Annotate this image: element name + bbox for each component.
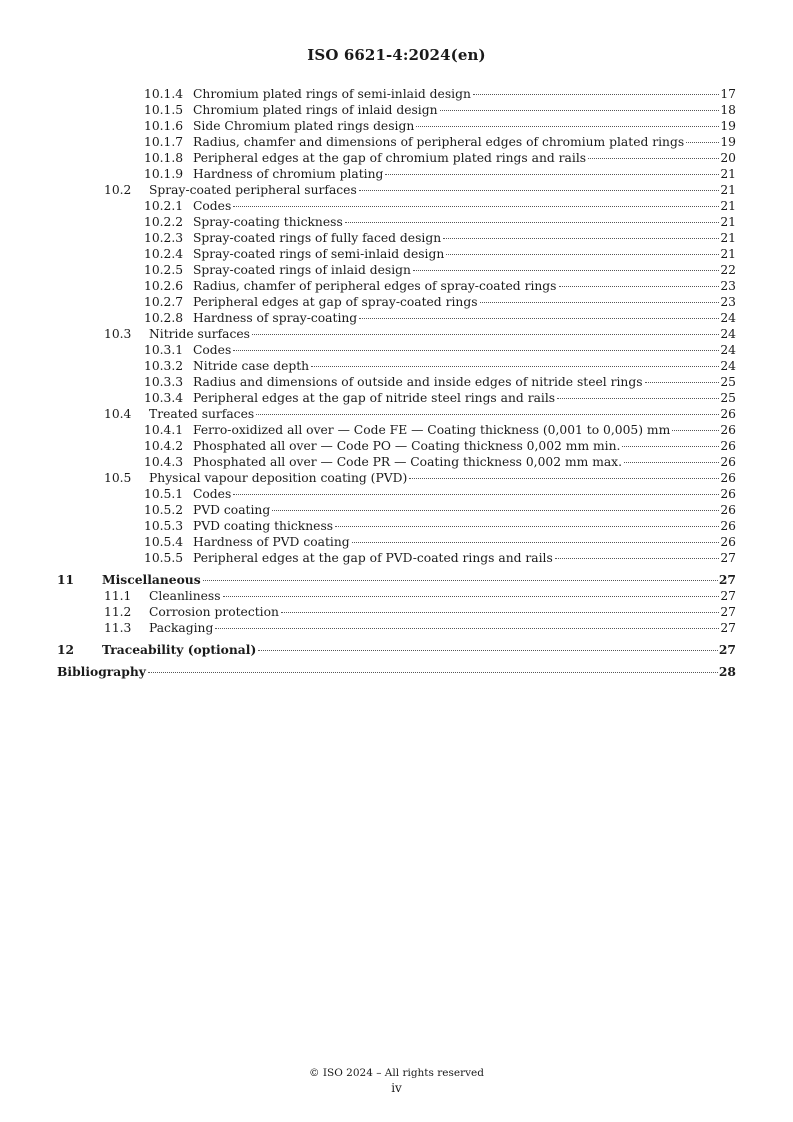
toc-entry[interactable] [57, 342, 736, 358]
toc-entry-title: Spray-coating thickness [193, 215, 343, 229]
toc-entry-number: 11.2 [104, 605, 132, 619]
dot-leader [413, 270, 719, 271]
toc-entry-number: 10.5.2 [144, 503, 184, 517]
dot-leader [233, 350, 719, 351]
toc-entry-page: 27 [720, 621, 736, 635]
toc-entry-page: 25 [720, 375, 736, 389]
toc-entry[interactable] [57, 246, 736, 262]
toc-entry-number: 10.1.6 [144, 119, 184, 133]
toc-entry-page: 19 [720, 119, 736, 133]
toc-entry-title: Corrosion protection [149, 605, 279, 619]
toc-entry-number: 11.3 [104, 621, 132, 635]
toc-entry-page: 26 [720, 519, 736, 533]
toc-entry-number: 11.1 [104, 589, 132, 603]
dot-leader [258, 650, 718, 651]
toc-entry-page: 21 [720, 231, 736, 245]
table-of-contents [57, 86, 736, 680]
toc-entry[interactable] [57, 534, 736, 550]
toc-entry[interactable] [57, 214, 736, 230]
dot-leader [256, 414, 719, 415]
toc-entry-title: Peripheral edges at the gap of chromium plated rings and rails [193, 151, 587, 165]
toc-entry-number: 10.5.3 [144, 519, 184, 533]
toc-entry-number: 10.2 [104, 183, 132, 197]
toc-entry[interactable] [57, 166, 736, 182]
dot-leader [252, 334, 719, 335]
toc-entry-number: 10.2.4 [144, 247, 184, 261]
toc-entry-title: Radius, chamfer and dimensions of peripheral edges of chromium plated rings [193, 135, 685, 149]
toc-entry-page: 18 [720, 103, 736, 117]
toc-entry-page: 27 [718, 572, 736, 587]
page-number: iv [391, 1081, 402, 1095]
toc-entry-page: 17 [720, 87, 736, 101]
toc-entry-number: 12 [57, 642, 75, 657]
dot-leader [624, 462, 719, 463]
toc-entry-page: 26 [720, 535, 736, 549]
dot-leader [335, 526, 719, 527]
toc-entry-title: Phosphated all over — Code PR — Coating thickness 0,002 mm max. [193, 455, 623, 469]
toc-entry[interactable] [57, 102, 736, 118]
toc-entry[interactable] [57, 326, 736, 342]
toc-entry-number: 10.2.7 [144, 295, 184, 309]
toc-entry-page: 26 [720, 407, 736, 421]
toc-entry-page: 26 [720, 471, 736, 485]
toc-entry-page: 21 [720, 215, 736, 229]
toc-entry-page: 24 [720, 311, 736, 325]
dot-leader [352, 542, 720, 543]
dot-leader [345, 222, 720, 223]
toc-entry-number: 10.5 [104, 471, 132, 485]
toc-entry-title: Side Chromium plated rings design [193, 119, 415, 133]
document-header [0, 46, 793, 64]
toc-entry[interactable] [57, 374, 736, 390]
dot-leader [588, 158, 719, 159]
toc-entry-number: 10.1.5 [144, 103, 184, 117]
toc-entry-title: Radius, chamfer of peripheral edges of spray-coated rings [193, 279, 557, 293]
toc-entry[interactable] [57, 604, 736, 620]
toc-entry-page: 21 [720, 183, 736, 197]
toc-entry-title: Spray-coated rings of semi-inlaid design [193, 247, 445, 261]
toc-entry-title: Chromium plated rings of semi-inlaid design [193, 87, 471, 101]
toc-entry-title: Packaging [149, 621, 214, 635]
toc-entry-page: 28 [718, 664, 736, 679]
toc-entry-number: 10.1.7 [144, 135, 184, 149]
toc-entry-title: Peripheral edges at the gap of nitride steel rings and rails [193, 391, 556, 405]
dot-leader [385, 174, 719, 175]
toc-entry[interactable] [57, 470, 736, 486]
toc-entry[interactable] [57, 486, 736, 502]
toc-entry-number: 10.3.4 [144, 391, 184, 405]
toc-entry-page: 27 [720, 605, 736, 619]
dot-leader [272, 510, 719, 511]
toc-entry-title: Radius and dimensions of outside and inside edges of nitride steel rings [193, 375, 643, 389]
dot-leader [359, 318, 719, 319]
toc-entry[interactable] [57, 438, 736, 454]
dot-leader [409, 478, 719, 479]
dot-leader [440, 110, 720, 111]
toc-entry-page: 21 [720, 199, 736, 213]
toc-entry-page: 27 [718, 642, 736, 657]
toc-entry-title: Traceability (optional) [102, 642, 257, 657]
toc-entry[interactable] [57, 406, 736, 422]
toc-entry-title: Phosphated all over — Code PO — Coating thickness 0,002 mm min. [193, 439, 621, 453]
dot-leader [473, 94, 719, 95]
toc-entry-number: 10.5.1 [144, 487, 184, 501]
toc-entry[interactable] [57, 588, 736, 604]
toc-entry-page: 20 [720, 151, 736, 165]
toc-entry-title: Codes [193, 343, 232, 357]
dot-leader [443, 238, 719, 239]
dot-leader [223, 596, 720, 597]
toc-entry-number: 10.3.1 [144, 343, 184, 357]
toc-entry-title: Codes [193, 487, 232, 501]
toc-entry[interactable] [57, 150, 736, 166]
toc-entry-title: Physical vapour deposition coating (PVD) [149, 471, 408, 485]
toc-entry-number: 10.2.5 [144, 263, 184, 277]
copyright-notice: © ISO 2024 – All rights reserved [309, 1067, 484, 1079]
toc-entry-number: 10.4.2 [144, 439, 184, 453]
toc-entry[interactable] [57, 182, 736, 198]
toc-entry-number: 10.2.2 [144, 215, 184, 229]
toc-entry-title: Nitride surfaces [149, 327, 250, 341]
toc-entry-page: 24 [720, 343, 736, 357]
toc-entry[interactable] [57, 642, 736, 658]
toc-entry-title: Nitride case depth [193, 359, 310, 373]
dot-leader [215, 628, 719, 629]
dot-leader [686, 142, 719, 143]
toc-entry-page: 23 [720, 279, 736, 293]
toc-entry-page: 27 [720, 589, 736, 603]
toc-entry-number: 11 [57, 572, 75, 587]
toc-entry-title: Hardness of spray-coating [193, 311, 358, 325]
toc-entry-page: 22 [720, 263, 736, 277]
toc-entry-title: Miscellaneous [102, 572, 201, 587]
dot-leader [148, 672, 718, 673]
dot-leader [672, 430, 719, 431]
toc-entry[interactable] [57, 664, 736, 680]
dot-leader [311, 366, 719, 367]
toc-entry[interactable] [57, 134, 736, 150]
toc-entry-page: 27 [720, 551, 736, 565]
toc-entry-number: 10.2.6 [144, 279, 184, 293]
toc-entry[interactable] [57, 262, 736, 278]
toc-entry[interactable] [57, 358, 736, 374]
document-id: ISO 6621-4:2024(en) [307, 46, 486, 64]
toc-entry-title: Peripheral edges at the gap of PVD-coated rings and rails [193, 551, 553, 565]
toc-entry-title: Hardness of PVD coating [193, 535, 350, 549]
toc-entry[interactable] [57, 118, 736, 134]
dot-leader [233, 206, 719, 207]
toc-entry-title: Spray-coated peripheral surfaces [149, 183, 357, 197]
toc-entry-page: 26 [720, 487, 736, 501]
toc-entry[interactable] [57, 278, 736, 294]
toc-entry-page: 24 [720, 359, 736, 373]
dot-leader [446, 254, 719, 255]
toc-entry[interactable] [57, 310, 736, 326]
toc-entry[interactable] [57, 230, 736, 246]
dot-leader [645, 382, 720, 383]
toc-entry-page: 26 [720, 423, 736, 437]
toc-entry-title: Bibliography [57, 664, 146, 679]
toc-entry[interactable] [57, 198, 736, 214]
toc-entry-page: 23 [720, 295, 736, 309]
toc-entry-page: 26 [720, 455, 736, 469]
toc-entry-number: 10.5.5 [144, 551, 184, 565]
toc-entry[interactable] [57, 550, 736, 566]
toc-entry-title: PVD coating thickness [193, 519, 334, 533]
toc-entry-number: 10.2.8 [144, 311, 184, 325]
toc-entry[interactable] [57, 86, 736, 102]
toc-entry-number: 10.4.3 [144, 455, 184, 469]
toc-entry-title: PVD coating [193, 503, 271, 517]
dot-leader [557, 398, 719, 399]
dot-leader [416, 126, 719, 127]
toc-entry[interactable] [57, 572, 736, 588]
toc-entry[interactable] [57, 518, 736, 534]
dot-leader [555, 558, 720, 559]
toc-entry-title: Hardness of chromium plating [193, 167, 384, 181]
toc-entry-title: Treated surfaces [149, 407, 255, 421]
dot-leader [359, 190, 720, 191]
toc-entry-number: 10.1.8 [144, 151, 184, 165]
toc-entry-number: 10.4.1 [144, 423, 184, 437]
toc-entry-number: 10.3.2 [144, 359, 184, 373]
dot-leader [233, 494, 719, 495]
toc-entry-number: 10.3 [104, 327, 132, 341]
toc-entry[interactable] [57, 422, 736, 438]
dot-leader [559, 286, 720, 287]
toc-entry-title: Chromium plated rings of inlaid design [193, 103, 438, 117]
toc-entry-number: 10.3.3 [144, 375, 184, 389]
page-footer [0, 1066, 793, 1096]
toc-entry-page: 26 [720, 503, 736, 517]
toc-entry-title: Cleanliness [149, 589, 221, 603]
toc-entry-title: Peripheral edges at gap of spray-coated rings [193, 295, 478, 309]
toc-entry-number: 10.1.4 [144, 87, 184, 101]
toc-entry-title: Spray-coated rings of inlaid design [193, 263, 411, 277]
toc-entry-number: 10.1.9 [144, 167, 184, 181]
toc-entry-title: Spray-coated rings of fully faced design [193, 231, 442, 245]
dot-leader [203, 580, 718, 581]
toc-entry[interactable] [57, 620, 736, 636]
dot-leader [622, 446, 719, 447]
toc-entry-page: 24 [720, 327, 736, 341]
toc-entry[interactable] [57, 390, 736, 406]
toc-entry-title: Ferro-oxidized all over — Code FE — Coating thickness (0,001 to 0,005) mm [193, 423, 671, 437]
toc-entry[interactable] [57, 502, 736, 518]
toc-entry-page: 25 [720, 391, 736, 405]
dot-leader [480, 302, 720, 303]
toc-entry-page: 21 [720, 247, 736, 261]
toc-entry-page: 21 [720, 167, 736, 181]
toc-entry-number: 10.5.4 [144, 535, 184, 549]
toc-entry-title: Codes [193, 199, 232, 213]
dot-leader [281, 612, 719, 613]
toc-entry-page: 26 [720, 439, 736, 453]
toc-entry-page: 19 [720, 135, 736, 149]
toc-entry-number: 10.2.3 [144, 231, 184, 245]
toc-entry-number: 10.4 [104, 407, 132, 421]
toc-entry[interactable] [57, 454, 736, 470]
toc-entry-number: 10.2.1 [144, 199, 184, 213]
toc-entry[interactable] [57, 294, 736, 310]
